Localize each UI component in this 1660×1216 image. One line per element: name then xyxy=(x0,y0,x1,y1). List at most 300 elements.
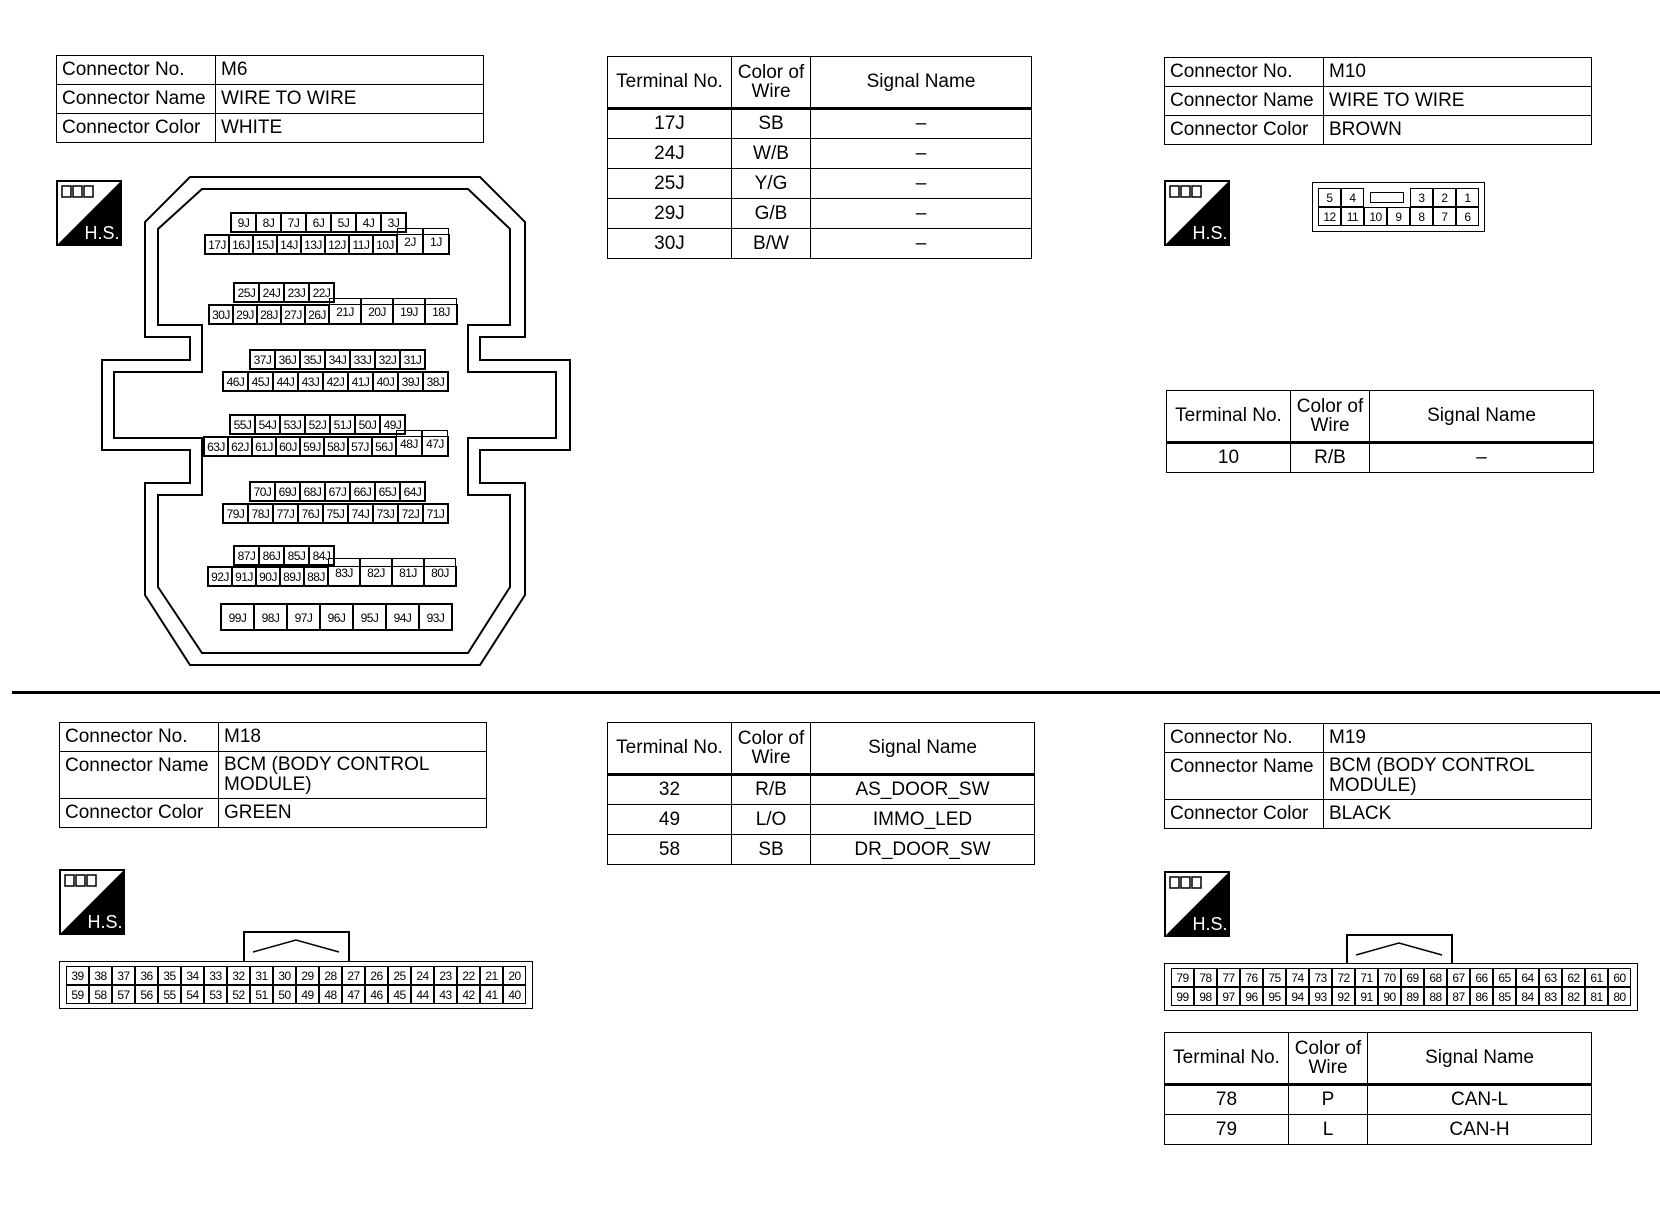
terminal-cell: 17J xyxy=(608,109,732,139)
pin: 71J xyxy=(423,504,448,523)
m19-connector-face xyxy=(1164,963,1638,1011)
pin: 51J xyxy=(330,415,355,434)
pin: 18J xyxy=(425,298,457,324)
wire-color-cell: R/B xyxy=(1291,443,1370,473)
pin: 65J xyxy=(375,482,400,501)
m10-connector-face xyxy=(1312,182,1485,232)
color-of-wire-header xyxy=(1291,391,1370,443)
connector-name-value: WIRE TO WIRE xyxy=(216,85,484,114)
connector-color-value: WHITE xyxy=(216,114,484,143)
pin: 63J xyxy=(204,437,228,456)
pin: 9J xyxy=(231,213,256,232)
pin: 1 xyxy=(1456,188,1479,207)
wire-color-cell: W/B xyxy=(732,139,811,169)
pin: 20J xyxy=(361,298,393,324)
wire-color-cell: Y/G xyxy=(732,169,811,199)
pin: 8 xyxy=(1410,207,1433,226)
pin: 77J xyxy=(273,504,298,523)
pin: 78 xyxy=(1194,968,1217,987)
harness-side-icon xyxy=(59,869,125,935)
terminal-cell: 10 xyxy=(1167,443,1291,473)
pin: 2 xyxy=(1433,188,1456,207)
connector-name-value: WIRE TO WIRE xyxy=(1324,87,1592,116)
section-divider xyxy=(12,691,1660,694)
pin: 64J xyxy=(400,482,425,501)
terminal-no-header: Terminal No. xyxy=(1167,391,1291,443)
signal-cell: CAN-L xyxy=(1368,1085,1592,1115)
pin: 4J xyxy=(356,213,381,232)
color-of-wire-label-2: Wire xyxy=(751,81,791,102)
pin: 5 xyxy=(1318,188,1341,207)
pin: 81 xyxy=(1585,987,1608,1006)
pin: 22J xyxy=(309,283,334,302)
wire-color-cell: L/O xyxy=(732,805,811,835)
signal-name-header: Signal Name xyxy=(1370,391,1594,443)
pin: 61 xyxy=(1585,968,1608,987)
pin: 98 xyxy=(1194,987,1217,1006)
pin: 76J xyxy=(298,504,323,523)
pin: 24 xyxy=(411,966,434,985)
pin: 82J xyxy=(360,558,392,586)
pin: 96 xyxy=(1240,987,1263,1006)
pin: 85J xyxy=(284,546,309,565)
pin: 47J xyxy=(422,430,448,456)
pin: 33 xyxy=(204,966,227,985)
pin: 27 xyxy=(342,966,365,985)
color-of-wire-label-1: Color of xyxy=(737,62,805,83)
pin: 9 xyxy=(1387,207,1410,226)
pin: 46 xyxy=(365,985,388,1004)
pin: 67 xyxy=(1447,968,1470,987)
pin: 10J xyxy=(373,235,397,254)
pin: 30 xyxy=(273,966,296,985)
pin: 59 xyxy=(66,985,89,1004)
harness-side-icon xyxy=(1164,180,1230,246)
pin: 8J xyxy=(256,213,281,232)
m19-terminal-table xyxy=(1164,1032,1592,1145)
pin: 4 xyxy=(1341,188,1364,207)
color-of-wire-label-2: Wire xyxy=(1310,415,1350,436)
connector-no-value: M19 xyxy=(1324,724,1592,753)
pin: 37 xyxy=(112,966,135,985)
pin: 24J xyxy=(259,283,284,302)
pin: 79J xyxy=(223,504,248,523)
pin: 32 xyxy=(227,966,250,985)
terminal-no-header: Terminal No. xyxy=(608,57,732,109)
connector-name-label: Connector Name xyxy=(57,85,216,114)
connector-name-label: Connector Name xyxy=(1165,753,1324,800)
m18-connector-face xyxy=(59,961,533,1009)
pin: 55 xyxy=(158,985,181,1004)
color-of-wire-header xyxy=(732,723,811,775)
m18-info-table xyxy=(59,722,487,828)
pin: 63 xyxy=(1539,968,1562,987)
pin: 71 xyxy=(1355,968,1378,987)
pin: 62 xyxy=(1562,968,1585,987)
pin: 50 xyxy=(273,985,296,1004)
pin: 48 xyxy=(319,985,342,1004)
m6-pin-row-1 xyxy=(230,212,407,233)
m6-pin-row-8 xyxy=(203,436,449,457)
connector-color-value: BROWN xyxy=(1324,116,1592,145)
connector-name-line-1: BCM (BODY CONTROL xyxy=(224,754,430,775)
pin: 92 xyxy=(1332,987,1355,1006)
wire-color-cell: P xyxy=(1289,1085,1368,1115)
pin: 97 xyxy=(1217,987,1240,1006)
terminal-cell: 32 xyxy=(608,775,732,805)
pin: 55J xyxy=(230,415,255,434)
pin: 59J xyxy=(300,437,324,456)
pin: 41 xyxy=(480,985,503,1004)
pin: 76 xyxy=(1240,968,1263,987)
pin: 44J xyxy=(273,372,298,391)
pin: 64 xyxy=(1516,968,1539,987)
pin: 47 xyxy=(342,985,365,1004)
pin: 84J xyxy=(309,546,334,565)
pin: 38J xyxy=(423,372,448,391)
pin: 11 xyxy=(1341,207,1364,226)
pin: 28 xyxy=(319,966,342,985)
pin: 93 xyxy=(1309,987,1332,1006)
hs-label: H.S. xyxy=(1192,914,1228,934)
pin: 81J xyxy=(392,558,424,586)
pin: 6J xyxy=(306,213,331,232)
pin: 72 xyxy=(1332,968,1355,987)
connector-no-label: Connector No. xyxy=(57,56,216,85)
pin: 26J xyxy=(305,305,329,324)
hs-label: H.S. xyxy=(87,912,123,932)
hs-label: H.S. xyxy=(1192,223,1228,243)
terminal-cell: 79 xyxy=(1165,1115,1289,1145)
pin: 99J xyxy=(221,604,254,630)
connector-name-line-2: MODULE) xyxy=(1329,775,1417,796)
pin: 80 xyxy=(1608,987,1631,1006)
pin: 46J xyxy=(223,372,248,391)
pin: 30J xyxy=(209,305,233,324)
pin: 43 xyxy=(434,985,457,1004)
pin: 88 xyxy=(1424,987,1447,1006)
signal-cell: – xyxy=(811,169,1032,199)
pin: 44 xyxy=(411,985,434,1004)
m6-pin-row-3 xyxy=(233,282,335,303)
pin: 93J xyxy=(419,604,452,630)
pin: 7 xyxy=(1433,207,1456,226)
pin: 12 xyxy=(1318,207,1341,226)
pin: 86J xyxy=(259,546,284,565)
pin: 77 xyxy=(1217,968,1240,987)
connector-color-label: Connector Color xyxy=(1165,800,1324,829)
connector-name-line-2: MODULE) xyxy=(224,774,312,795)
wire-color-cell: G/B xyxy=(732,199,811,229)
pin: 87 xyxy=(1447,987,1470,1006)
pin: 70 xyxy=(1378,968,1401,987)
pin: 6 xyxy=(1456,207,1479,226)
pin: 43J xyxy=(298,372,323,391)
pin: 90 xyxy=(1378,987,1401,1006)
hs-label: H.S. xyxy=(84,223,120,243)
pin: 61J xyxy=(252,437,276,456)
pin: 36J xyxy=(275,350,300,369)
pin: 69 xyxy=(1401,968,1424,987)
pin: 82 xyxy=(1562,987,1585,1006)
pin: 40J xyxy=(373,372,398,391)
pin: 29 xyxy=(296,966,319,985)
pin: 32J xyxy=(375,350,400,369)
color-of-wire-header xyxy=(1289,1033,1368,1085)
pin: 34 xyxy=(181,966,204,985)
m6-pin-row-2 xyxy=(204,234,450,255)
pin: 54 xyxy=(181,985,204,1004)
signal-name-header: Signal Name xyxy=(811,723,1035,775)
pin: 79 xyxy=(1171,968,1194,987)
pin: 49J xyxy=(380,415,405,434)
signal-cell: CAN-H xyxy=(1368,1115,1592,1145)
pin: 50J xyxy=(355,415,380,434)
connector-name-line-1: BCM (BODY CONTROL xyxy=(1329,755,1535,776)
terminal-cell: 25J xyxy=(608,169,732,199)
m6-pin-row-13 xyxy=(220,603,453,631)
terminal-cell: 78 xyxy=(1165,1085,1289,1115)
pin: 10 xyxy=(1364,207,1387,226)
pin: 26 xyxy=(365,966,388,985)
pin: 17J xyxy=(205,235,229,254)
color-of-wire-header xyxy=(732,57,811,109)
pin: 45J xyxy=(248,372,273,391)
connector-no-label: Connector No. xyxy=(1165,724,1324,753)
connector-name-label: Connector Name xyxy=(1165,87,1324,116)
pin: 90J xyxy=(256,567,280,586)
pin: 56 xyxy=(135,985,158,1004)
pin: 89J xyxy=(280,567,304,586)
wire-color-cell: SB xyxy=(732,109,811,139)
connector-color-label: Connector Color xyxy=(60,799,219,828)
pin: 28J xyxy=(257,305,281,324)
connector-name-value xyxy=(1324,753,1592,800)
terminal-no-header: Terminal No. xyxy=(1165,1033,1289,1085)
pin: 78J xyxy=(248,504,273,523)
pin: 21 xyxy=(480,966,503,985)
pin: 52J xyxy=(305,415,330,434)
terminal-cell: 30J xyxy=(608,229,732,259)
pin: 42J xyxy=(323,372,348,391)
signal-cell: DR_DOOR_SW xyxy=(811,835,1035,865)
m6-pin-row-6 xyxy=(222,371,449,392)
color-of-wire-label-1: Color of xyxy=(737,728,805,749)
pin: 92J xyxy=(208,567,232,586)
pin: 29J xyxy=(233,305,257,324)
pin: 86 xyxy=(1470,987,1493,1006)
pin: 45 xyxy=(388,985,411,1004)
pin: 2J xyxy=(397,228,423,254)
terminal-cell: 29J xyxy=(608,199,732,229)
pin: 66 xyxy=(1470,968,1493,987)
signal-name-header: Signal Name xyxy=(1368,1033,1592,1085)
pin: 16J xyxy=(229,235,253,254)
pin: 95 xyxy=(1263,987,1286,1006)
pin: 14J xyxy=(277,235,301,254)
pin: 74 xyxy=(1286,968,1309,987)
pin: 39J xyxy=(398,372,423,391)
pin: 99 xyxy=(1171,987,1194,1006)
pin: 41J xyxy=(348,372,373,391)
pin: 11J xyxy=(349,235,373,254)
pin: 84 xyxy=(1516,987,1539,1006)
pin: 35J xyxy=(300,350,325,369)
m6-pin-row-9 xyxy=(249,481,426,502)
pin: 83 xyxy=(1539,987,1562,1006)
pin: 1J xyxy=(423,228,449,254)
pin: 70J xyxy=(250,482,275,501)
connector-name-label: Connector Name xyxy=(60,752,219,799)
harness-side-icon xyxy=(1164,871,1230,937)
pin: 58J xyxy=(324,437,348,456)
pin: 97J xyxy=(287,604,320,630)
m18-lock-tab xyxy=(243,930,351,964)
lock-tab xyxy=(1364,188,1410,207)
pin: 51 xyxy=(250,985,273,1004)
signal-cell: – xyxy=(811,139,1032,169)
pin: 40 xyxy=(503,985,526,1004)
pin: 60 xyxy=(1608,968,1631,987)
pin: 31J xyxy=(400,350,425,369)
pin: 52 xyxy=(227,985,250,1004)
pin: 80J xyxy=(424,558,456,586)
pin: 65 xyxy=(1493,968,1516,987)
pin: 89 xyxy=(1401,987,1424,1006)
terminal-cell: 49 xyxy=(608,805,732,835)
connector-no-value: M6 xyxy=(216,56,484,85)
connector-color-value: GREEN xyxy=(219,799,487,828)
wire-color-cell: SB xyxy=(732,835,811,865)
pin: 68J xyxy=(300,482,325,501)
pin: 67J xyxy=(325,482,350,501)
wire-color-cell: R/B xyxy=(732,775,811,805)
pin: 19J xyxy=(393,298,425,324)
m6-pin-row-5 xyxy=(249,349,426,370)
pin: 7J xyxy=(281,213,306,232)
pin: 62J xyxy=(228,437,252,456)
pin: 91 xyxy=(1355,987,1378,1006)
connector-no-value: M18 xyxy=(219,723,487,752)
pin: 88J xyxy=(304,567,328,586)
connector-color-value: BLACK xyxy=(1324,800,1592,829)
pin: 54J xyxy=(255,415,280,434)
pin: 31 xyxy=(250,966,273,985)
pin: 58 xyxy=(89,985,112,1004)
pin: 22 xyxy=(457,966,480,985)
connector-color-label: Connector Color xyxy=(57,114,216,143)
signal-name-header: Signal Name xyxy=(811,57,1032,109)
m6-pin-row-10 xyxy=(222,503,449,524)
pin: 12J xyxy=(325,235,349,254)
pin: 13J xyxy=(301,235,325,254)
color-of-wire-label-1: Color of xyxy=(1296,396,1364,417)
pin: 15J xyxy=(253,235,277,254)
wire-color-cell: B/W xyxy=(732,229,811,259)
m6-terminal-table xyxy=(607,56,1032,259)
pin: 25J xyxy=(234,283,259,302)
pin: 66J xyxy=(350,482,375,501)
color-of-wire-label-1: Color of xyxy=(1294,1038,1362,1059)
pin: 39 xyxy=(66,966,89,985)
color-of-wire-label-2: Wire xyxy=(1308,1057,1348,1078)
m6-pin-row-11 xyxy=(233,545,335,566)
connector-name-value xyxy=(219,752,487,799)
terminal-cell: 58 xyxy=(608,835,732,865)
pin: 57J xyxy=(348,437,372,456)
wire-color-cell: L xyxy=(1289,1115,1368,1145)
m6-pin-row-4 xyxy=(208,304,458,325)
pin: 25 xyxy=(388,966,411,985)
m19-lock-tab xyxy=(1346,933,1454,967)
m18-terminal-table xyxy=(607,722,1035,865)
m19-info-table xyxy=(1164,723,1592,829)
pin: 3 xyxy=(1410,188,1433,207)
m6-pin-row-12 xyxy=(207,566,457,587)
pin: 95J xyxy=(353,604,386,630)
pin: 73J xyxy=(373,504,398,523)
lock-tab-shape xyxy=(1370,192,1404,203)
pin: 85 xyxy=(1493,987,1516,1006)
pin: 5J xyxy=(331,213,356,232)
terminal-cell: 24J xyxy=(608,139,732,169)
pin: 23 xyxy=(434,966,457,985)
pin: 34J xyxy=(325,350,350,369)
pin: 56J xyxy=(372,437,396,456)
connector-no-label: Connector No. xyxy=(1165,58,1324,87)
pin: 91J xyxy=(232,567,256,586)
pin: 69J xyxy=(275,482,300,501)
pin: 75J xyxy=(323,504,348,523)
pin: 23J xyxy=(284,283,309,302)
pin: 53J xyxy=(280,415,305,434)
pin: 94 xyxy=(1286,987,1309,1006)
pin: 37J xyxy=(250,350,275,369)
connector-no-value: M10 xyxy=(1324,58,1592,87)
pin: 20 xyxy=(503,966,526,985)
pin: 3J xyxy=(381,213,406,232)
pin: 21J xyxy=(329,298,361,324)
terminal-no-header: Terminal No. xyxy=(608,723,732,775)
m10-info-table xyxy=(1164,57,1592,145)
pin: 38 xyxy=(89,966,112,985)
connector-no-label: Connector No. xyxy=(60,723,219,752)
pin: 35 xyxy=(158,966,181,985)
pin: 36 xyxy=(135,966,158,985)
pin: 33J xyxy=(350,350,375,369)
signal-cell: – xyxy=(811,109,1032,139)
pin: 87J xyxy=(234,546,259,565)
pin: 60J xyxy=(276,437,300,456)
pin: 57 xyxy=(112,985,135,1004)
pin: 98J xyxy=(254,604,287,630)
pin: 94J xyxy=(386,604,419,630)
pin: 83J xyxy=(328,558,360,586)
pin: 27J xyxy=(281,305,305,324)
m6-pin-row-7 xyxy=(229,414,406,435)
pin: 74J xyxy=(348,504,373,523)
signal-cell: – xyxy=(811,199,1032,229)
pin: 72J xyxy=(398,504,423,523)
connector-color-label: Connector Color xyxy=(1165,116,1324,145)
pin: 73 xyxy=(1309,968,1332,987)
signal-cell: – xyxy=(1370,443,1594,473)
pin: 49 xyxy=(296,985,319,1004)
m6-info-table xyxy=(56,55,484,143)
pin: 75 xyxy=(1263,968,1286,987)
m10-terminal-table xyxy=(1166,390,1594,473)
signal-cell: – xyxy=(811,229,1032,259)
